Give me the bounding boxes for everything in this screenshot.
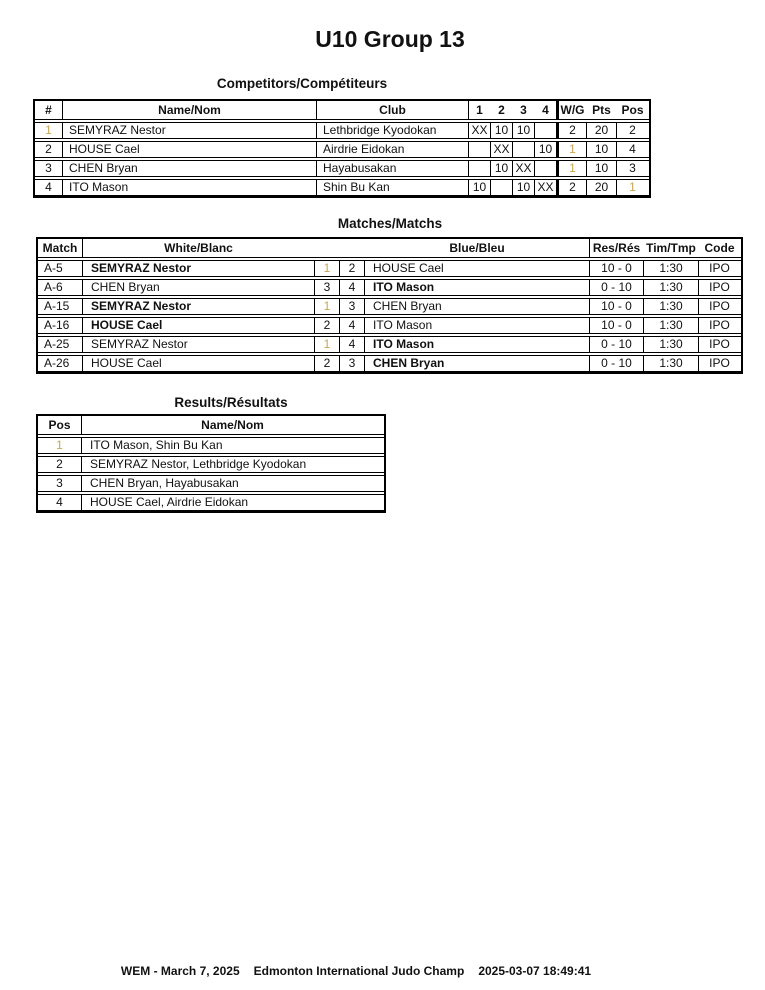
white-competitor-number: 2 <box>315 356 340 371</box>
score-vs-4 <box>535 123 559 138</box>
match-time: 1:30 <box>644 356 699 371</box>
competitor-name: SEMYRAZ Nestor <box>63 123 317 138</box>
competitor-name: ITO Mason <box>63 180 317 195</box>
match-code: IPO <box>709 280 730 294</box>
match-result: 10 - 0 <box>590 261 644 276</box>
result-position: 3 <box>38 476 82 491</box>
competitor-points: 10 <box>587 142 617 157</box>
result-name: ITO Mason, Shin Bu Kan <box>90 438 223 452</box>
header-name: Name/Nom <box>201 417 264 432</box>
white-name: SEMYRAZ Nestor <box>83 337 315 352</box>
blue-competitor-number: 3 <box>340 299 365 314</box>
white-name: CHEN Bryan <box>83 280 315 295</box>
score-vs-1: 10 <box>469 180 491 195</box>
match-row <box>38 279 741 296</box>
competitor-name: HOUSE Cael <box>63 142 317 157</box>
result-row <box>38 494 384 511</box>
match-result: 10 - 0 <box>590 299 644 314</box>
competitor-club: Hayabusakan <box>317 161 469 176</box>
match-code: IPO <box>709 299 730 313</box>
match-row <box>38 260 741 277</box>
score-vs-2 <box>491 180 513 195</box>
header-code: Code <box>704 240 735 255</box>
white-competitor-number: 1 <box>315 299 340 314</box>
header-club: Club <box>317 101 469 119</box>
result-row <box>38 475 384 492</box>
page-footer <box>0 964 712 978</box>
score-vs-1 <box>469 161 491 176</box>
match-code: IPO <box>709 337 730 351</box>
header-result: Res/Rés <box>592 240 641 255</box>
match-code: IPO <box>709 318 730 332</box>
match-result: 0 - 10 <box>590 337 644 352</box>
score-vs-2: 10 <box>491 161 513 176</box>
score-vs-1 <box>469 142 491 157</box>
blue-competitor-number: 4 <box>340 318 365 333</box>
white-competitor-number: 2 <box>315 318 340 333</box>
white-name: SEMYRAZ Nestor <box>83 261 315 276</box>
header-col-1: 1 <box>476 102 483 117</box>
match-code: IPO <box>709 261 730 275</box>
competitor-wins: 2 <box>559 180 587 195</box>
match-result: 0 - 10 <box>590 356 644 371</box>
score-vs-2: 10 <box>491 123 513 138</box>
blue-competitor-number: 4 <box>340 280 365 295</box>
blue-name: HOUSE Cael <box>365 261 590 276</box>
competitor-number: 2 <box>35 142 63 157</box>
score-vs-2: XX <box>491 142 513 157</box>
competitor-number: 1 <box>35 123 63 138</box>
match-row <box>38 336 741 353</box>
blue-name: ITO Mason <box>365 280 590 295</box>
footer-event-code: WEM - March 7, 2025 <box>120 964 240 978</box>
result-name: SEMYRAZ Nestor, Lethbridge Kyodokan <box>90 457 307 471</box>
competitor-row <box>35 122 649 139</box>
blue-name: CHEN Bryan <box>365 356 590 371</box>
match-row <box>38 298 741 315</box>
score-vs-3: XX <box>513 161 535 176</box>
page-title: U10 Group 13 <box>315 26 465 52</box>
score-vs-3 <box>513 142 535 157</box>
result-name: CHEN Bryan, Hayabusakan <box>90 476 239 490</box>
match-result: 10 - 0 <box>590 318 644 333</box>
results-table <box>36 414 386 513</box>
blue-name: ITO Mason <box>365 318 590 333</box>
competitor-position: 3 <box>629 161 636 175</box>
match-time: 1:30 <box>644 337 699 352</box>
result-position: 1 <box>38 438 82 453</box>
result-name: HOUSE Cael, Airdrie Eidokan <box>90 495 249 509</box>
blue-competitor-number: 3 <box>340 356 365 371</box>
header-name: Name/Nom <box>63 101 317 119</box>
match-number: A-26 <box>38 356 83 371</box>
score-vs-3: 10 <box>513 180 535 195</box>
header-position: Pos <box>38 416 82 434</box>
blue-name: CHEN Bryan <box>365 299 590 314</box>
header-match: Match <box>38 239 83 257</box>
competitor-wins: 1 <box>559 142 587 157</box>
match-time: 1:30 <box>644 261 699 276</box>
match-time: 1:30 <box>644 280 699 295</box>
match-number: A-25 <box>38 337 83 352</box>
score-vs-1: XX <box>469 123 491 138</box>
blue-name: ITO Mason <box>365 337 590 352</box>
score-vs-4: XX <box>535 180 559 195</box>
competitor-points: 20 <box>587 180 617 195</box>
competitor-club: Airdrie Eidokan <box>317 142 469 157</box>
results-section-title: Results/Résultats <box>174 395 288 410</box>
result-position: 2 <box>38 457 82 472</box>
white-name: HOUSE Cael <box>83 356 315 371</box>
white-name: SEMYRAZ Nestor <box>83 299 315 314</box>
match-code: IPO <box>709 356 730 370</box>
competitor-position: 1 <box>629 180 636 194</box>
competitor-club: Lethbridge Kyodokan <box>317 123 469 138</box>
white-competitor-number: 1 <box>315 261 340 276</box>
header-white-num <box>315 239 340 257</box>
match-result: 0 - 10 <box>590 280 644 295</box>
result-row <box>38 437 384 454</box>
competitors-section-title: Competitors/Compétiteurs <box>216 76 388 91</box>
competitor-position: 2 <box>629 123 636 137</box>
header-col-2: 2 <box>498 102 505 117</box>
blue-competitor-number: 4 <box>340 337 365 352</box>
result-row <box>38 456 384 473</box>
white-competitor-number: 3 <box>315 280 340 295</box>
header-points: Pts <box>592 102 611 117</box>
match-number: A-16 <box>38 318 83 333</box>
competitor-points: 20 <box>587 123 617 138</box>
match-number: A-6 <box>38 280 83 295</box>
footer-event-name: Edmonton International Judo Champ <box>253 964 465 978</box>
footer-timestamp: 2025-03-07 18:49:41 <box>478 964 592 978</box>
white-competitor-number: 1 <box>315 337 340 352</box>
header-time: Tim/Tmp <box>646 240 696 255</box>
competitor-number: 3 <box>35 161 63 176</box>
score-vs-4: 10 <box>535 142 559 157</box>
competitors-header-row <box>35 101 649 120</box>
score-vs-4 <box>535 161 559 176</box>
header-number: # <box>35 101 63 119</box>
match-number: A-15 <box>38 299 83 314</box>
competitor-wins: 1 <box>559 161 587 176</box>
results-header-row <box>38 416 384 435</box>
score-vs-3: 10 <box>513 123 535 138</box>
competitors-table <box>33 99 651 198</box>
header-blue: Blue/Bleu <box>365 239 590 257</box>
match-row <box>38 317 741 334</box>
matches-table <box>36 237 743 374</box>
competitor-number: 4 <box>35 180 63 195</box>
match-time: 1:30 <box>644 299 699 314</box>
competitor-position: 4 <box>629 142 636 156</box>
matches-section-title: Matches/Matchs <box>337 216 443 231</box>
header-wins: W/G <box>560 102 585 117</box>
competitor-wins: 2 <box>559 123 587 138</box>
white-name: HOUSE Cael <box>83 318 315 333</box>
matches-header-row <box>38 239 741 258</box>
competitor-club: Shin Bu Kan <box>317 180 469 195</box>
blue-competitor-number: 2 <box>340 261 365 276</box>
match-number: A-5 <box>38 261 83 276</box>
competitor-row <box>35 160 649 177</box>
match-time: 1:30 <box>644 318 699 333</box>
competitor-row <box>35 179 649 196</box>
header-blue-num <box>340 239 365 257</box>
result-position: 4 <box>38 495 82 510</box>
header-col-4: 4 <box>535 101 559 119</box>
match-row <box>38 355 741 372</box>
header-white: White/Blanc <box>164 240 233 255</box>
competitor-row <box>35 141 649 158</box>
competitor-name: CHEN Bryan <box>63 161 317 176</box>
competitor-points: 10 <box>587 161 617 176</box>
header-position: Pos <box>621 102 644 117</box>
header-col-3: 3 <box>520 102 527 117</box>
